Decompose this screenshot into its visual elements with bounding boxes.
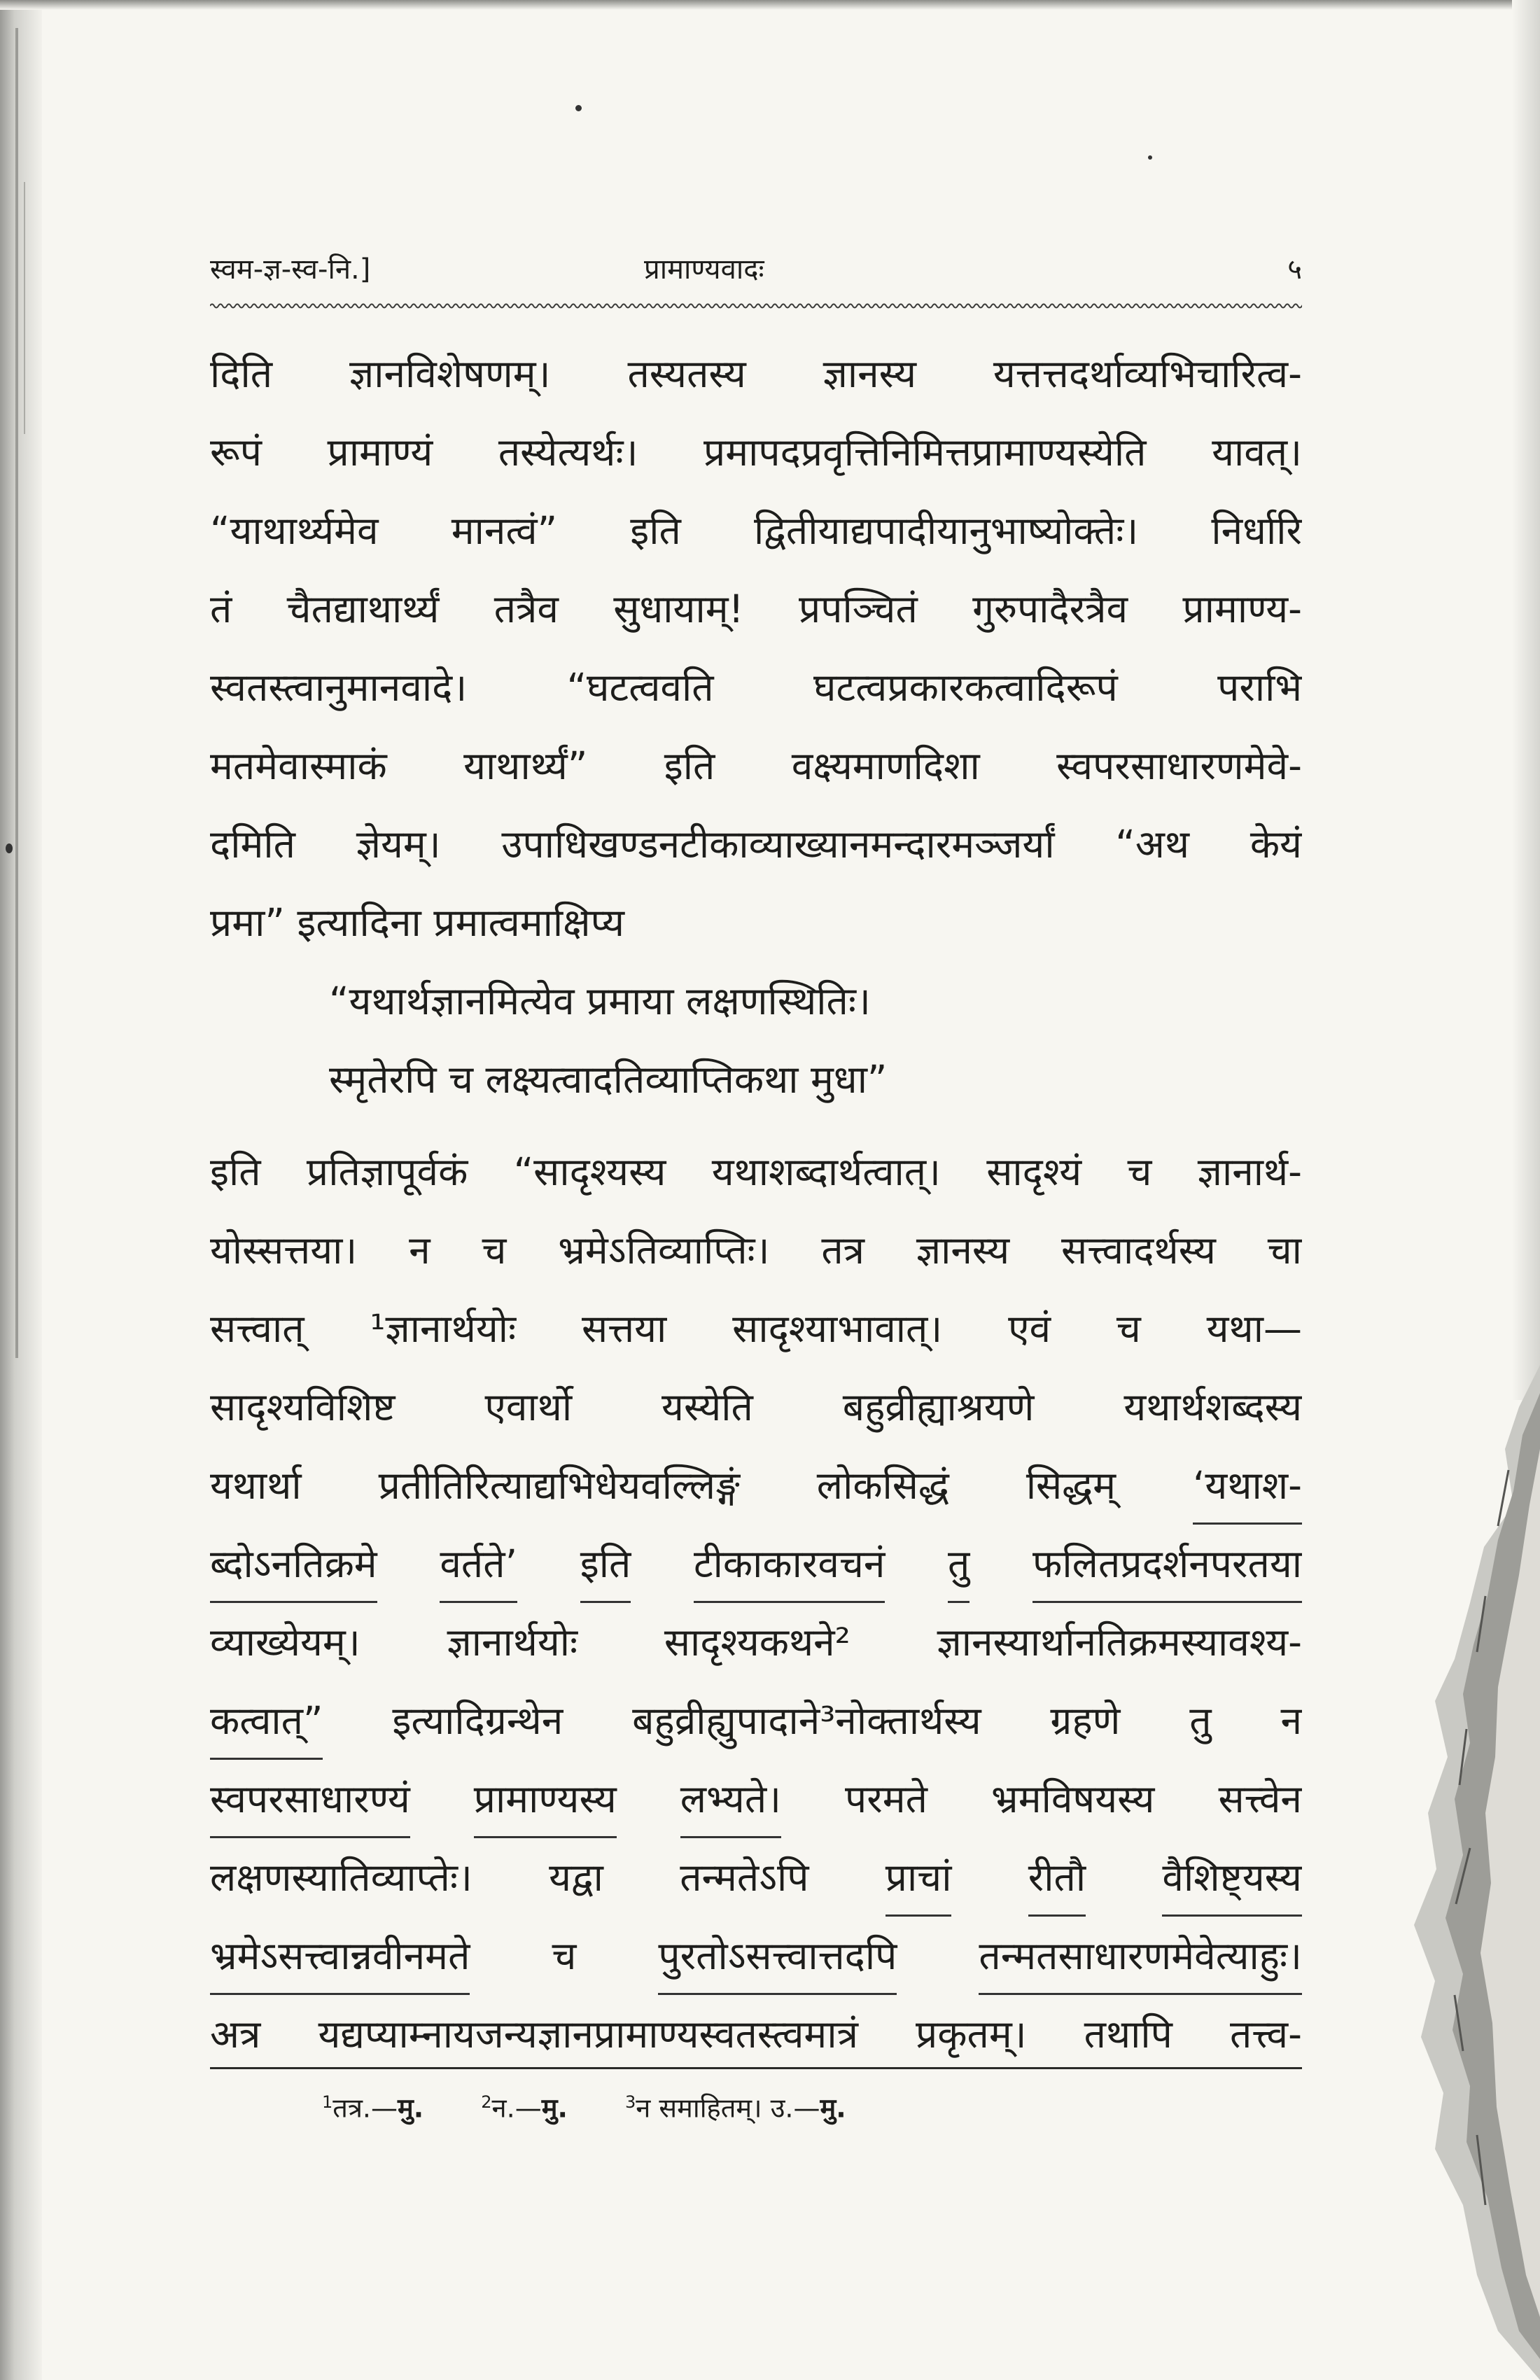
text-line (210, 1760, 1302, 1838)
word: प्राचां (886, 1838, 952, 1917)
word: “अथ (1115, 822, 1190, 867)
word: बहुव्रीह्युपादाने³नोक्तार्थस्य (632, 1698, 981, 1743)
word: यथार्था (210, 1463, 302, 1508)
word: तस्येत्यर्थः। (498, 430, 638, 475)
text-line (210, 413, 1302, 491)
word: ज्ञानविशेषणम्। (349, 351, 551, 396)
word: अत्र (210, 2012, 261, 2057)
word: गुरुपादैरत्रैव (972, 587, 1128, 631)
word: इति (210, 1149, 261, 1194)
body-text (210, 335, 1302, 2073)
word: घटत्वप्रकारकत्वादिरूपं (813, 665, 1118, 710)
binding-edge (15, 28, 18, 1358)
footnote (625, 2078, 846, 2133)
word: तत्र (821, 1228, 865, 1273)
footnote-source: मु. (541, 2092, 568, 2124)
word: चा (1267, 1228, 1302, 1273)
word: यत्तत्तदर्थाव्यभिचारित्व- (993, 351, 1302, 396)
word: योस्सत्तया। (210, 1228, 358, 1273)
text-line (210, 1211, 1302, 1289)
word: ब्दोऽनतिक्रमे (210, 1525, 377, 1603)
word: ज्ञानस्य (822, 351, 916, 396)
text-line (210, 1289, 1302, 1368)
text-line (210, 1603, 1302, 1681)
word: तथापि (1084, 2012, 1172, 2057)
word: याथार्थ्यं” (463, 743, 588, 788)
word: प्रपञ्चितं (798, 587, 918, 631)
footnote-number: 1 (322, 2092, 333, 2112)
binding-shadow (0, 0, 42, 2380)
word: रीतौ (1028, 1838, 1086, 1917)
footnote-text: तत्र.— (332, 2092, 398, 2124)
word: सादृश्याभावात्। (732, 1306, 943, 1351)
word: यस्येति (662, 1385, 753, 1429)
word: स्वपरसाधारण्यं (210, 1760, 410, 1838)
word: सुधायाम्! (613, 587, 744, 631)
footnote (481, 2078, 568, 2133)
footnotes (322, 2078, 1302, 2127)
word: पराभि (1217, 665, 1302, 710)
word: सादृश्यविशिष्ट (210, 1385, 396, 1429)
word: ¹ज्ञानार्थयोः (370, 1306, 517, 1351)
word: च (1127, 1149, 1152, 1194)
word: दिति (210, 351, 273, 396)
verse-gap (210, 1119, 1302, 1133)
text-line (210, 1995, 1302, 2073)
word: सत्त्वादर्थस्य (1061, 1228, 1216, 1273)
word: सत्त्वात् (210, 1306, 304, 1351)
word: ज्ञानार्थ- (1197, 1149, 1302, 1194)
word: सादृश्यं (986, 1149, 1082, 1194)
word: यावत्। (1212, 430, 1302, 475)
text-line (210, 491, 1302, 570)
word: तस्यतस्य (627, 351, 746, 396)
word: ‘यथाश- (1193, 1446, 1302, 1525)
word: वक्ष्यमाणदिशा (791, 743, 980, 788)
top-edge-shadow (0, 0, 1540, 10)
word: व्याख्येयम्। (210, 1620, 360, 1665)
text-line (210, 1446, 1302, 1525)
word: इति (630, 508, 681, 553)
word: “याथार्थ्यमेव (210, 508, 379, 553)
word: लोकसिद्धं (816, 1463, 949, 1508)
word: प्रतिज्ञापूर्वकं (306, 1149, 468, 1194)
text-line: प्रमा” इत्यादिना प्रमात्वमाक्षिप्य (210, 900, 625, 945)
word: एवं (1008, 1306, 1051, 1351)
running-head-chapter: स्वम-ज्ञ-स्व-नि.] (210, 253, 371, 286)
word: तन्मतसाधारणमेवेत्याहुः। (979, 1917, 1302, 1995)
word: तु (1189, 1698, 1212, 1743)
word: न (409, 1228, 430, 1273)
text-line (210, 1917, 1302, 1995)
word: स्वतस्त्वानुमानवादे। (210, 665, 468, 710)
word: च (552, 1933, 577, 1978)
word: यथाशब्दार्थत्वात्। (711, 1149, 941, 1194)
text-line (210, 1133, 1302, 1211)
word: तु (948, 1525, 969, 1603)
word: प्रामाण्यं (327, 430, 433, 475)
word: ग्रहणे (1050, 1698, 1121, 1743)
footnote-number: 2 (481, 2092, 492, 2112)
word: भ्रमेऽतिव्याप्तिः। (558, 1228, 770, 1273)
footnote-number: 3 (624, 2092, 636, 2112)
word: प्रमापदप्रवृत्तिनिमित्तप्रामाण्यस्येति (703, 430, 1147, 475)
torn-paper-edge (1330, 1365, 1540, 2380)
word: च (1116, 1306, 1141, 1351)
wavy-header-rule (210, 301, 1302, 311)
word: चैतद्याथार्थ्यं (286, 587, 440, 631)
word: तत्रैव (493, 587, 559, 631)
word: पुरतोऽसत्त्वात्तदपि (658, 1917, 897, 1995)
word: इत्यादिग्रन्थेन (392, 1698, 564, 1743)
word: यथार्थशब्दस्य (1124, 1385, 1302, 1429)
word: स्वपरसाधारणमेवे- (1056, 743, 1302, 788)
footnote-text: न.— (491, 2092, 542, 2124)
footnote-text: न समाहितम्। उ.— (636, 2092, 820, 2124)
word: टीकाकारवचनं (694, 1525, 885, 1603)
word: भ्रमेऽसत्त्वान्नवीनमते (210, 1917, 470, 1995)
text-line (210, 648, 1302, 727)
word: निर्धारि (1211, 508, 1302, 553)
word: लभ्यते। (680, 1760, 781, 1838)
word: सादृश्यकथने² (664, 1620, 850, 1665)
word: सत्त्वेन (1218, 1777, 1302, 1821)
word: तन्मतेऽपि (680, 1855, 809, 1900)
text-line (210, 805, 1302, 883)
word: रूपं (210, 430, 262, 475)
word: दमिति (210, 822, 295, 867)
binding-mark (24, 182, 25, 434)
word: केयं (1250, 822, 1302, 867)
word: इति (580, 1525, 631, 1603)
word: मानत्वं” (451, 508, 558, 553)
footnote-source: मु. (398, 2092, 424, 2124)
word: च (482, 1228, 507, 1273)
word: यद्वा (549, 1855, 603, 1900)
ink-speck (6, 844, 13, 853)
word: प्रकृतम्। (915, 2012, 1027, 2057)
verse-line: स्मृतेरपि च लक्ष्यत्वादतिव्याप्तिकथा मुधा” (329, 1057, 888, 1102)
text-line (210, 1838, 1302, 1917)
footnote-source: मु. (820, 2092, 846, 2124)
ink-speck (1148, 155, 1152, 160)
word: तं (210, 587, 232, 631)
running-head-title: प्रामाण्यवादः (644, 253, 764, 286)
word: उपाधिखण्डनटीकाव्याख्यानमन्दारमञ्जर्यां (501, 822, 1055, 867)
word: सत्तया (581, 1306, 667, 1351)
word: प्रामाण्य- (1182, 587, 1302, 631)
word: वैशिष्ट्यस्य (1162, 1838, 1302, 1917)
word: यथा— (1206, 1306, 1302, 1351)
footnote (322, 2078, 424, 2133)
word: ज्ञेयम्। (356, 822, 441, 867)
page-number: ५ (1287, 253, 1302, 286)
word: परमते (845, 1777, 928, 1821)
word: प्रतीतिरित्याद्यभिधेयवल्लिङ्गं (378, 1463, 740, 1508)
word: फलितप्रदर्शनपरतया (1032, 1525, 1302, 1603)
verse-line: “यथार्थज्ञानमित्येव प्रमाया लक्षणस्थितिः। (329, 979, 871, 1023)
word: न (1280, 1698, 1302, 1743)
word: प्रामाण्यस्य (474, 1760, 617, 1838)
word: कत्वात्” (210, 1681, 323, 1760)
running-head (210, 241, 1302, 298)
word: बहुव्रीह्याश्रयणे (842, 1385, 1035, 1429)
word: इति (664, 743, 715, 788)
word: वर्तते’ (440, 1525, 517, 1603)
word: ज्ञानार्थयोः (447, 1620, 578, 1665)
word: यद्यप्याम्नायजन्यज्ञानप्रामाण्यस्वतस्त्वमात्रं (318, 2012, 858, 2057)
word: द्वितीयाद्यपादीयानुभाष्योक्तेः। (753, 508, 1139, 553)
right-edge-shadow (1512, 0, 1540, 1400)
word: भ्रमविषयस्य (991, 1777, 1155, 1821)
word: ज्ञानस्य (916, 1228, 1010, 1273)
word: मतमेवास्माकं (210, 743, 387, 788)
text-line (210, 335, 1302, 413)
word: “घटत्ववति (566, 665, 714, 710)
text-line (210, 570, 1302, 648)
word: एवार्थो (484, 1385, 573, 1429)
word: ज्ञानस्यार्थानतिक्रमस्यावश्य- (937, 1620, 1302, 1665)
word: “सादृश्यस्य (513, 1149, 666, 1194)
footnote-rule (210, 2067, 1302, 2069)
word: तत्त्व- (1229, 2012, 1302, 2057)
ink-speck (575, 105, 582, 111)
text-line (210, 1525, 1302, 1603)
text-line (210, 1368, 1302, 1446)
text-line (210, 1681, 1302, 1760)
word: सिद्धम् (1026, 1463, 1116, 1508)
text-line (210, 727, 1302, 805)
word: लक्षणस्यातिव्याप्तेः। (210, 1855, 472, 1900)
